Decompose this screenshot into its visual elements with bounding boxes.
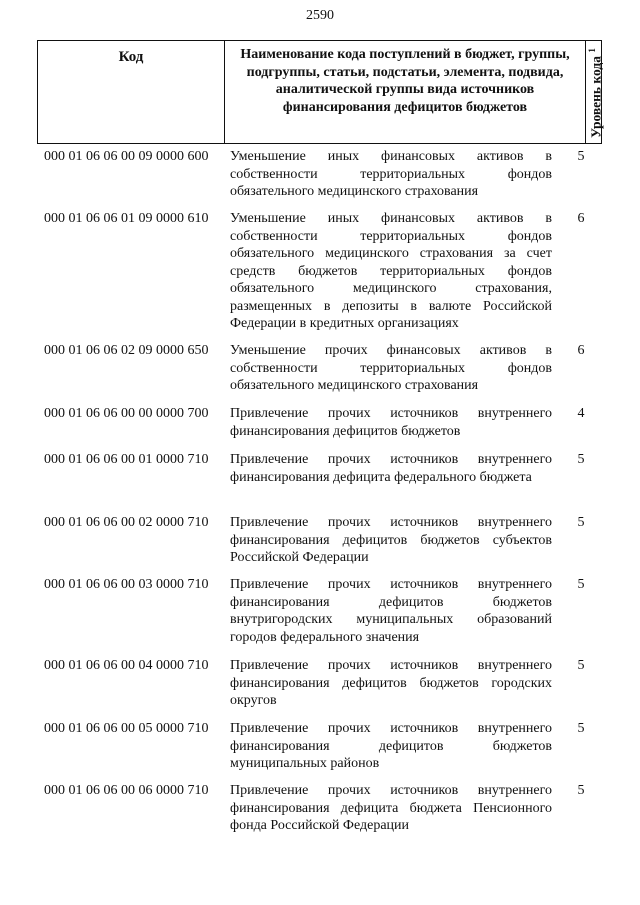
row-description: Привлечение прочих источников внутреннего финансирования дефицитов бюджетов внутригородских муниципальных образований городов федерального значения [230, 577, 552, 645]
row-level: 5 [577, 783, 585, 798]
row-code: 000 01 06 06 00 02 0000 710 [44, 515, 209, 530]
row-description: Уменьшение иных финансовых активов в собственности территориальных фондов обязательного медицинского страхования за счет средств бюджетов территориальных фондов обязательного медицинского страхования, размещенных в депозиты в валюте Российской Федерации в кредитных организациях [230, 211, 552, 331]
header-level-text: Уровень кода [587, 56, 603, 138]
row-code: 000 01 06 06 00 04 0000 710 [44, 658, 209, 673]
row-code: 000 01 06 06 00 03 0000 710 [44, 577, 209, 592]
row-code: 000 01 06 06 00 06 0000 710 [44, 783, 209, 798]
row-description: Привлечение прочих источников внутреннего финансирования дефицитов бюджетов [230, 406, 552, 439]
row-level: 5 [577, 515, 585, 530]
row-level: 5 [577, 149, 585, 164]
row-level: 6 [577, 211, 585, 226]
header-code-label: Код [118, 49, 144, 65]
row-description: Привлечение прочих источников внутреннего финансирования дефицита федерального бюджета [230, 452, 552, 485]
header-level-footnote: 1 [586, 48, 597, 53]
row-level: 5 [577, 452, 585, 467]
row-level: 4 [577, 406, 585, 421]
header-name-cell [225, 41, 586, 143]
row-description: Привлечение прочих источников внутреннего финансирования дефицита бюджета Пенсионного фонда Российской Федерации [230, 783, 552, 833]
row-code: 000 01 06 06 00 00 0000 700 [44, 406, 209, 421]
row-code: 000 01 06 06 00 05 0000 710 [44, 721, 209, 736]
row-code: 000 01 06 06 00 01 0000 710 [44, 452, 209, 467]
header-code-cell [38, 41, 225, 143]
row-description: Привлечение прочих источников внутреннего финансирования дефицитов бюджетов субъектов Российской Федерации [230, 515, 552, 565]
row-level: 5 [577, 577, 585, 592]
row-level: 5 [577, 721, 585, 736]
row-code: 000 01 06 06 00 09 0000 600 [44, 149, 209, 164]
table-header [37, 40, 602, 144]
header-level-cell [586, 41, 601, 143]
row-level: 5 [577, 658, 585, 673]
row-description: Уменьшение прочих финансовых активов в собственности территориальных фондов обязательного медицинского страхования [230, 343, 552, 393]
row-description: Уменьшение иных финансовых активов в собственности территориальных фондов обязательного медицинского страхования [230, 149, 552, 199]
header-name-label: Наименование кода поступлений в бюджет, группы, подгруппы, статьи, подстатьи, элемента, подвида, аналитической группы вида источников финансирования дефицитов бюджетов [240, 47, 570, 115]
row-description: Привлечение прочих источников внутреннего финансирования дефицитов бюджетов городских округов [230, 658, 552, 708]
header-level-label [584, 48, 603, 138]
page-number: 2590 [306, 8, 334, 23]
row-level: 6 [577, 343, 585, 358]
row-description: Привлечение прочих источников внутреннего финансирования дефицитов бюджетов муниципальных районов [230, 721, 552, 771]
row-code: 000 01 06 06 02 09 0000 650 [44, 343, 209, 358]
row-code: 000 01 06 06 01 09 0000 610 [44, 211, 209, 226]
